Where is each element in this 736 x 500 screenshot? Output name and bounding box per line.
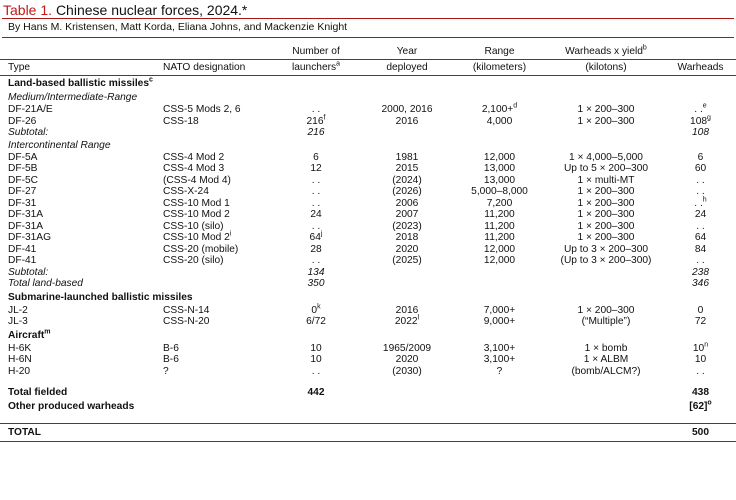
cell-range: 11,200 [484,209,515,220]
cell-type: DF-31A [8,220,44,232]
cell-warheads: 108$^g$ [690,114,711,127]
table-row [0,366,736,378]
cell-nato: CSS-10 Mod 1 [163,197,230,209]
cell-warheads: 64 [694,232,707,243]
table-row [0,163,736,175]
cell-year: 2022$^l$ [394,314,420,327]
cell-launchers: . . [311,174,321,186]
cell-type: DF-31AG [8,232,52,243]
cell-warheads: 10$^n$ [692,341,709,354]
subsection-medium: Medium/Intermediate-Range [8,92,138,103]
header-row-top [0,44,736,60]
cell-launchers: . . [311,186,321,197]
cell-year: 1965/2009 [382,342,432,354]
cell-year: 2020 [395,354,419,365]
table-row [0,209,736,221]
cell-launchers: . . [311,220,321,232]
cell-type: H-6K [8,342,32,354]
header-range-line1: Range [484,46,515,57]
cell-yield: 1 × bomb [584,342,628,354]
cell-yield: 1 × ALBM [583,354,629,365]
cell-type: Subtotal: [8,127,49,138]
cell-nato [163,278,270,290]
title-rule [2,18,734,19]
cell-nato: CSS-X-24 [163,186,209,197]
cell-yield: (Up to 3 × 200–300) [560,255,652,266]
cell-range: 11,200 [484,220,515,232]
cell-type: DF-26 [8,115,37,127]
cell-warheads: . . [696,365,705,377]
cell-launchers: . . [311,104,321,115]
cell-warheads: . .$^e$ [694,102,707,115]
cell-yield: Up to 5 × 200–300 [563,163,649,174]
cell-nato: CSS-20 (mobile) [163,243,239,255]
cell-type: DF-31A [8,209,44,220]
cell-range: 13,000 [483,163,516,174]
cell-range: 3,100+ [483,342,516,354]
cell-launchers: 28 [310,243,322,255]
cell-nato: CSS-20 (silo) [163,255,224,266]
cell-year [362,278,452,290]
cell-launchers: 64$^j$ [309,230,323,243]
table-row [0,305,736,317]
cell-year [362,127,452,139]
header-range-line2: (kilometers) [472,62,527,73]
cell-nato: CSS-10 Mod 2 [163,209,230,220]
cell-nato: CSS-5 Mods 2, 6 [163,104,241,115]
header-row [0,60,736,76]
cell-yield: 1 × 200–300 [577,104,635,115]
cell-nato: CSS-N-20 [163,316,210,327]
cell-nato: B-6 [163,342,179,354]
header-warheads: Warheads [677,62,724,73]
table-label: Table 1. [3,2,53,18]
cell-launchers: 10 [310,342,322,354]
authors-line: By Hans M. Kristensen, Matt Korda, Eliana Johns, and Mackenzie Knight [8,21,348,33]
section-aircraft: Aircraft$^m$ [8,328,51,341]
header-year-line1: Year [396,46,418,57]
cell-type: DF-31 [8,197,37,209]
cell-nato: B-6 [163,354,179,365]
grand-total-row: TOTAL 500 [0,424,736,442]
cell-yield [547,278,665,290]
cell-range: 11,200 [484,232,515,243]
subtotal-row [0,267,736,279]
cell-year: 2016 [395,115,419,127]
cell-type: Subtotal: [8,266,49,278]
table-row [0,221,736,233]
cell-warheads: . . [696,220,705,232]
section-slbm: Submarine-launched ballistic missiles [8,291,193,303]
cell-launchers: 6/72 [306,316,326,327]
table-row [0,244,736,256]
header-year-line2: deployed [386,62,428,73]
cell-launchers: . . [311,197,321,209]
cell-launchers: . . [311,255,321,266]
header-nato: NATO designation [163,62,246,73]
spacer-row [0,377,736,386]
cell-year: (2030) [392,365,422,377]
cell-year: 2007 [395,209,419,220]
total-land-row [0,278,736,290]
cell-year: 2018 [395,232,419,243]
cell-warheads: 346 [692,278,709,289]
cell-warheads: 84 [694,243,707,255]
cell-type: DF-41 [8,243,37,255]
cell-launchers: 134 [307,266,325,278]
section-land: Land-based ballistic missiles$^c$ [8,76,153,89]
cell-year: (2023) [392,220,422,232]
table-row [0,343,736,355]
cell-warheads: 6 [697,151,704,163]
cell-type: H-6N [8,354,32,365]
cell-nato: CSS-10 Mod 2$^i$ [163,230,232,243]
authors-rule [2,37,734,38]
header-launchers-line2: launchers$^a$ [291,60,341,73]
cell-nato: CSS-N-14 [163,304,210,316]
cell-launchers: 24 [310,209,322,220]
cell-warheads: 24 [694,209,707,220]
cell-range [452,267,547,279]
cell-nato: (CSS-4 Mod 4) [163,174,231,186]
subtotal-row [0,127,736,139]
cell-launchers: 216 [307,127,325,138]
cell-year: 2006 [395,197,419,209]
table-row [0,316,736,328]
cell-yield: 1 × 4,000–5,000 [569,151,643,163]
cell-year: 2020 [395,243,419,255]
other-warheads-row: Other produced warheads $[62]^o$ [8,399,712,412]
header-type: Type [8,62,31,73]
header-launchers-line1: Number of [292,46,340,57]
cell-yield: 1 × 200–300 [577,186,635,197]
cell-warheads: 10 [694,354,707,365]
cell-yield: 1 × 200–300 [577,220,635,232]
cell-range [452,278,547,290]
cell-type: DF-41 [8,255,37,266]
cell-yield: 1 × 200–300 [577,209,635,220]
cell-yield: 1 × multi-MT [577,174,635,186]
cell-type: JL-3 [8,316,28,327]
cell-yield [547,127,665,139]
cell-warheads: . . [696,186,705,197]
cell-nato: CSS-18 [163,115,199,127]
cell-year: 2000, 2016 [381,104,433,115]
cell-warheads: . .$^h$ [694,196,707,209]
cell-warheads: 108 [692,127,709,138]
cell-yield: 1 × 200–300 [577,197,635,209]
cell-type: DF-5B [8,163,38,174]
total-fielded-row: Total fielded 442 438 [8,387,709,398]
cell-warheads: 238 [692,266,709,278]
cell-warheads: . . [696,174,705,186]
table-row [0,198,736,210]
cell-range: 5,000–8,000 [471,186,528,197]
cell-launchers: 0$^k$ [311,303,321,316]
cell-range: 7,200 [486,197,513,209]
cell-nato [163,267,270,279]
cell-warheads: 60 [694,163,707,174]
cell-range [452,127,547,139]
cell-launchers: . . [311,365,321,377]
cell-range: 3,100+ [483,354,516,365]
cell-year: 2015 [395,163,419,174]
cell-range: ? [496,365,503,377]
cell-range: 7,000+ [483,304,516,316]
cell-warheads: 72 [694,316,707,327]
cell-yield: (bomb/ALCM?) [571,365,641,377]
cell-yield: (“Multiple”) [581,316,631,327]
cell-nato: ? [163,365,169,377]
cell-yield: Up to 3 × 200–300 [563,243,649,255]
nuclear-forces-table [0,44,736,442]
cell-launchers: 350 [307,278,325,289]
table-row [0,175,736,187]
cell-type: JL-2 [8,304,28,316]
cell-yield [547,267,665,279]
cell-launchers: 6 [313,151,319,163]
cell-yield: 1 × 200–300 [577,232,635,243]
cell-nato: CSS-4 Mod 2 [163,151,225,163]
cell-warheads: . . [696,255,705,266]
cell-launchers: 12 [310,163,322,174]
cell-range: 12,000 [483,151,516,163]
cell-launchers: 10 [310,354,322,365]
cell-type: H-20 [8,365,31,377]
cell-year: (2026) [392,186,422,197]
cell-year [362,267,452,279]
cell-launchers: 216$^f$ [306,114,326,127]
cell-type: DF-27 [8,186,37,197]
table-row [0,255,736,267]
cell-type: DF-5C [8,174,38,186]
cell-range: 4,000 [486,115,513,127]
cell-nato: CSS-4 Mod 3 [163,163,225,174]
cell-year: (2025) [392,255,422,266]
cell-type: DF-21A/E [8,104,53,115]
table-row [0,232,736,244]
cell-year: (2024) [392,174,422,186]
table-row [0,104,736,116]
cell-type: Total land-based [8,278,83,289]
cell-yield: 1 × 200–300 [577,115,635,127]
spacer-row [0,414,736,424]
table-row [0,186,736,198]
table-title [3,2,247,18]
cell-nato: CSS-10 (silo) [163,220,224,232]
table-row [0,152,736,164]
table-row [0,116,736,128]
table-title-text: Chinese nuclear forces, 2024.* [55,2,248,18]
cell-year: 2016 [395,304,419,316]
cell-range: 9,000+ [483,316,516,327]
cell-range: 2,100+$^d$ [481,102,518,115]
cell-warheads: 0 [697,304,704,316]
cell-nato [163,127,270,139]
header-yield-line1: Warheads x yield$^b$ [565,44,647,57]
cell-type: DF-5A [8,151,38,163]
header-yield-line2: (kilotons) [585,62,627,73]
subsection-icbm: Intercontinental Range [8,139,111,151]
cell-range: 12,000 [483,243,516,255]
cell-yield: 1 × 200–300 [577,304,635,316]
cell-range: 13,000 [483,174,516,186]
cell-year: 1981 [395,151,419,163]
cell-range: 12,000 [483,255,516,266]
table-row [0,354,736,366]
